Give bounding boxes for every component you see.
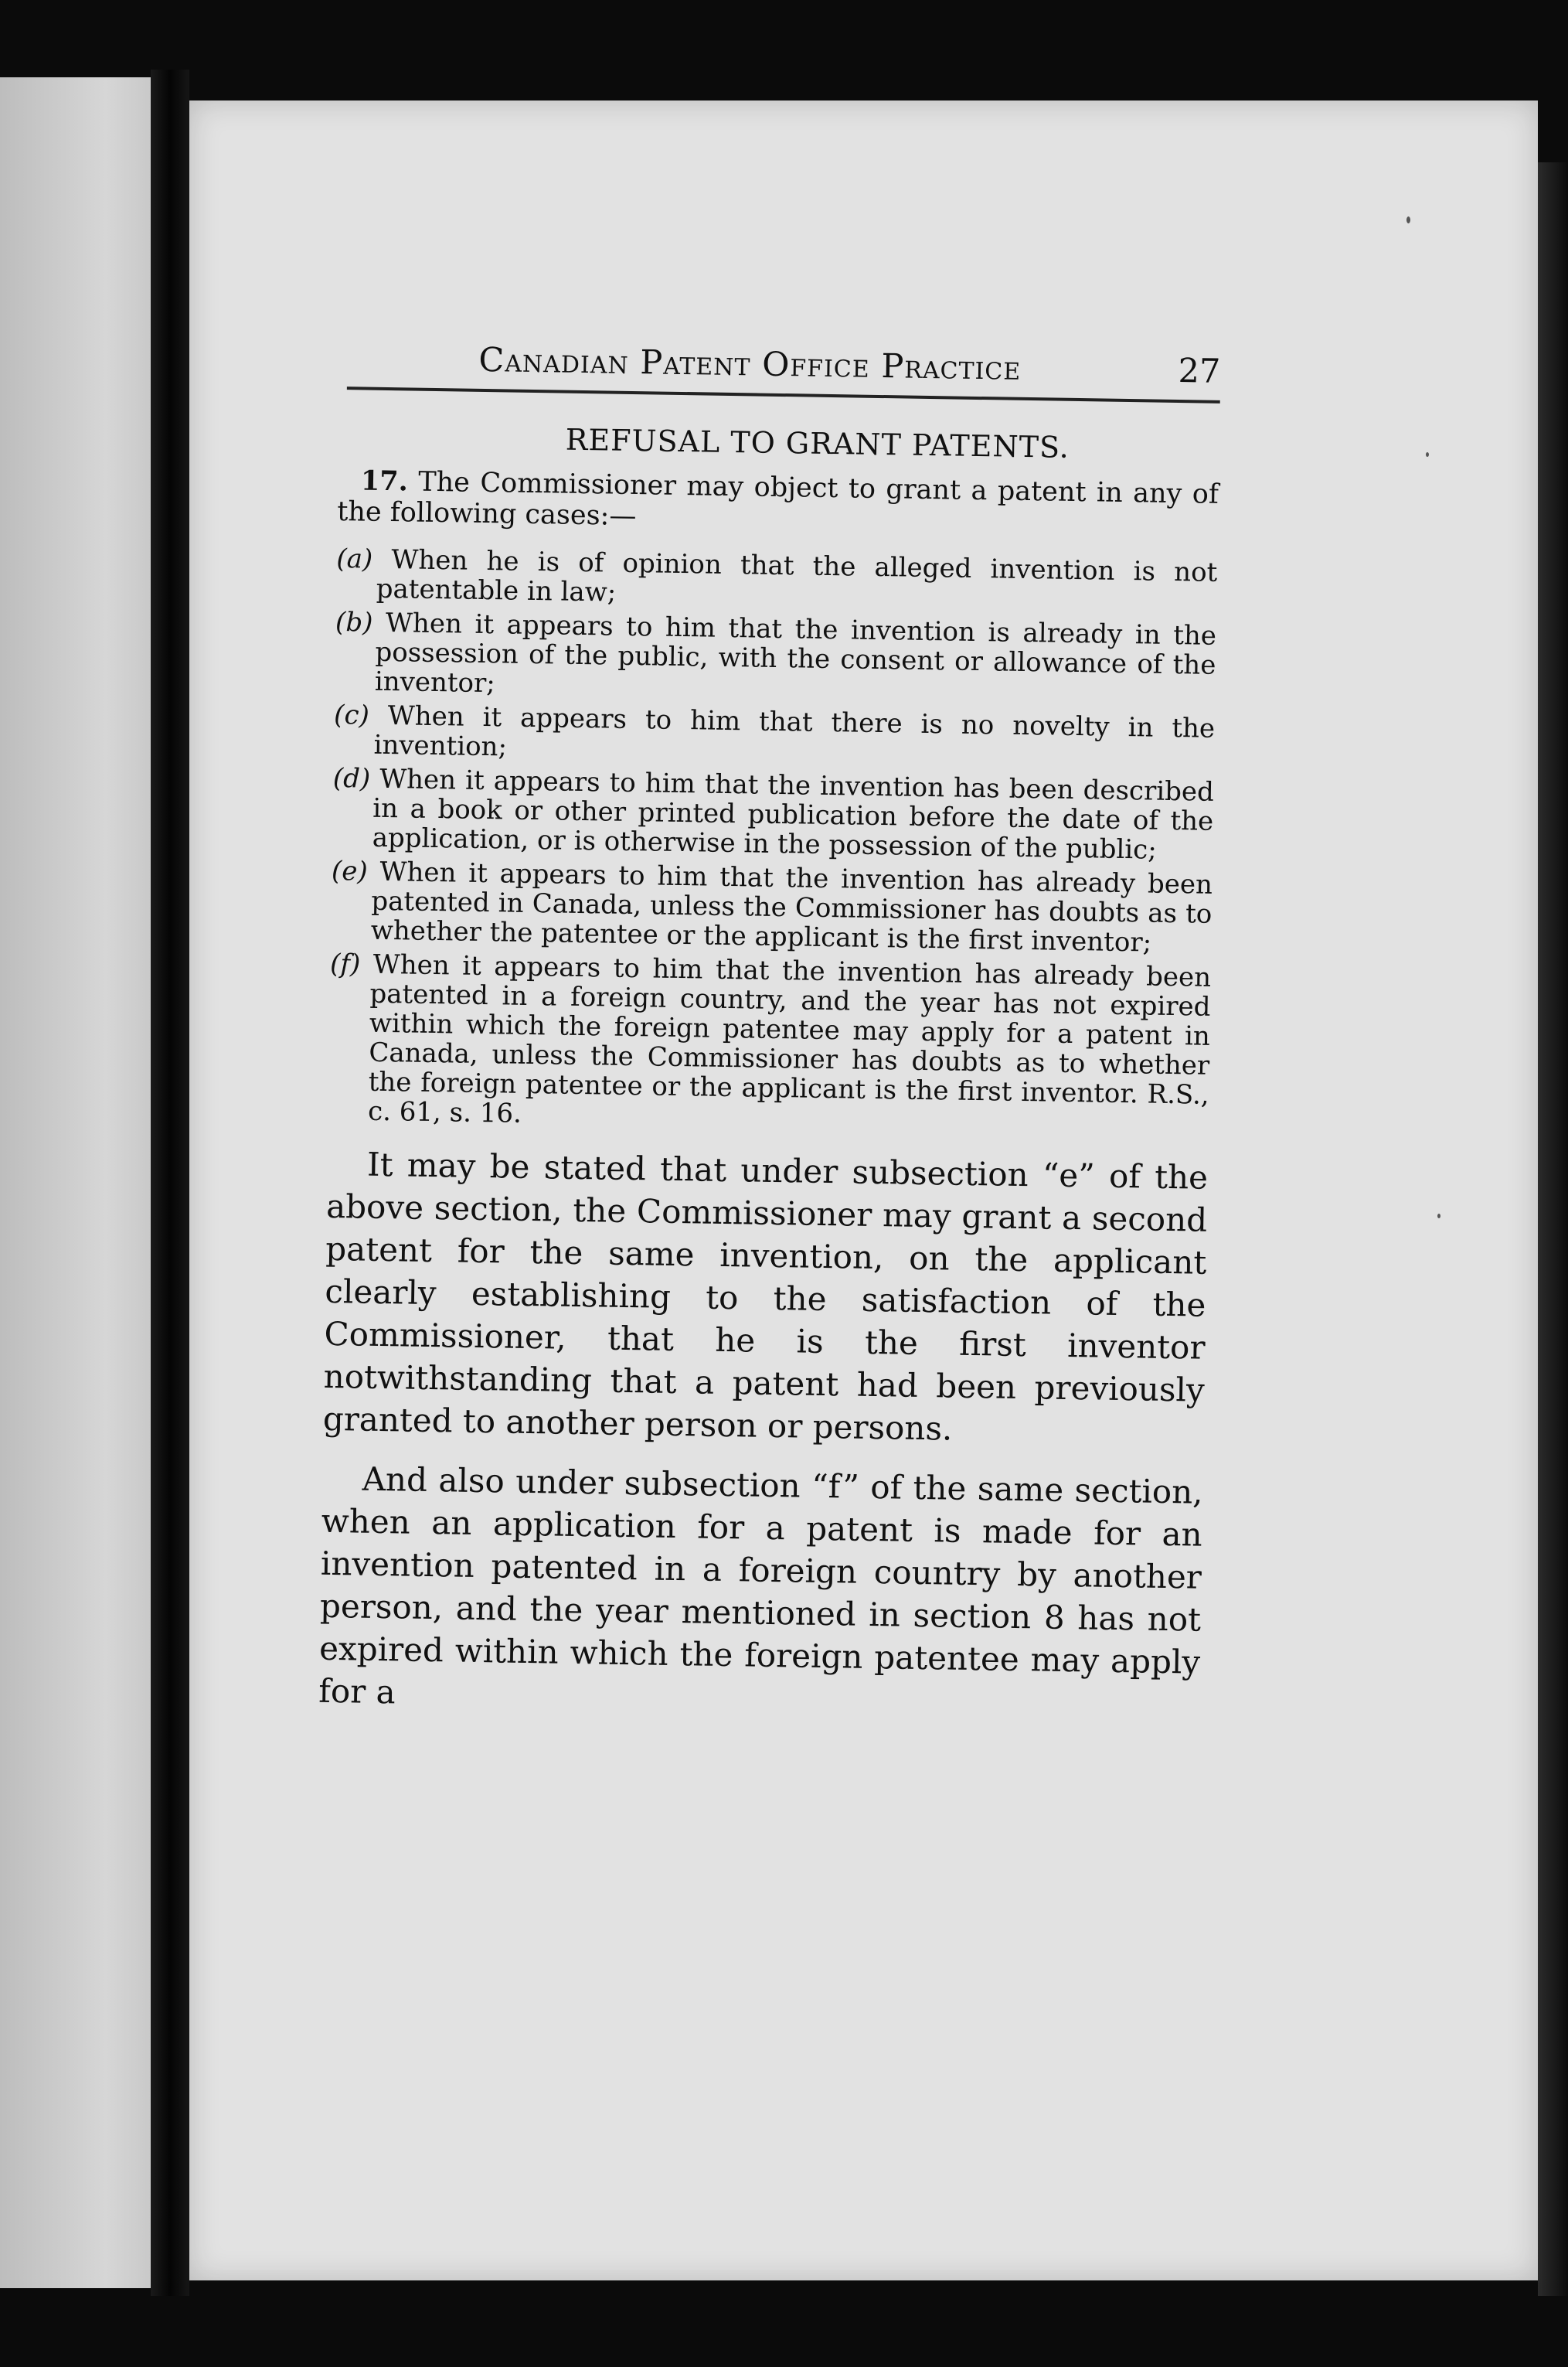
clause-text: When he is of opinion that the alleged invention is not patentable in law; xyxy=(376,544,1218,608)
clause-f xyxy=(328,949,1211,1139)
page-edge-shadow xyxy=(1538,162,1568,2296)
page-speck xyxy=(1437,1214,1440,1218)
clause-label: (b) xyxy=(335,606,373,639)
clause-b xyxy=(335,608,1217,710)
clause-text: When it appears to him that the invention has been described in a book or other printed publication before the date of the application, or is otherwise in the possession of the public; xyxy=(372,763,1215,866)
page-speck xyxy=(1426,452,1429,457)
clause-text: When it appears to him that the invention is already in the possession of the public, with the consent or allowance of the inventor; xyxy=(374,607,1217,700)
clause-a xyxy=(336,544,1218,617)
page-speck xyxy=(1406,216,1410,223)
body-paragraph: And also under subsection “f” of the same section, when an application for a patent is made for an invention patented in a foreign country by another person, and the year mentioned in section 8 has not expired within which the foreign patentee may apply for a xyxy=(318,1459,1203,1711)
running-head: Canadian Patent Office Practice xyxy=(478,340,1022,388)
clause-label: (c) xyxy=(333,699,370,731)
facing-page-edge xyxy=(0,77,151,2288)
clause-label: (f) xyxy=(329,948,361,980)
clause-text: When it appears to him that the invention has already been patented in a foreign country, and the year has not expired within which the foreign patentee may apply for a patent in Canada, unless the Commissioner has doubts as to whether the foreign patentee or the applicant is the first inventor. R.S., c. 61, s. 16. xyxy=(367,949,1212,1129)
clause-text: When it appears to him that there is no novelty in the invention; xyxy=(373,700,1216,763)
clause-label: (e) xyxy=(331,855,369,887)
page-text xyxy=(318,332,1221,1726)
clause-e xyxy=(331,857,1213,959)
clause-label: (d) xyxy=(332,762,371,795)
clause-text: When it appears to him that the invention has already been patented in Canada, unless the Commissioner has doubts as to whether the patentee or the applicant is the first inventor; xyxy=(370,856,1213,959)
section-intro xyxy=(337,465,1219,541)
section-number: 17. xyxy=(360,465,409,498)
section-intro-text: The Commissioner may object to grant a patent in any of the following cases:— xyxy=(337,466,1219,533)
section-title: REFUSAL TO GRANT PATENTS. xyxy=(565,422,1070,465)
book-gutter xyxy=(151,70,189,2296)
body-paragraph: It may be stated that under subsection “e” of the above section, the Commissioner may grant a second patent for the same invention, on the applicant clearly establishing to the satisfaction of the Commissioner, that he is the first inventor notwithstanding that a patent had been previously granted to another person or persons. xyxy=(322,1145,1209,1448)
page-number: 27 xyxy=(1178,352,1221,391)
clause-c xyxy=(333,700,1215,773)
clause-d xyxy=(332,764,1214,866)
clause-label: (a) xyxy=(336,543,373,575)
